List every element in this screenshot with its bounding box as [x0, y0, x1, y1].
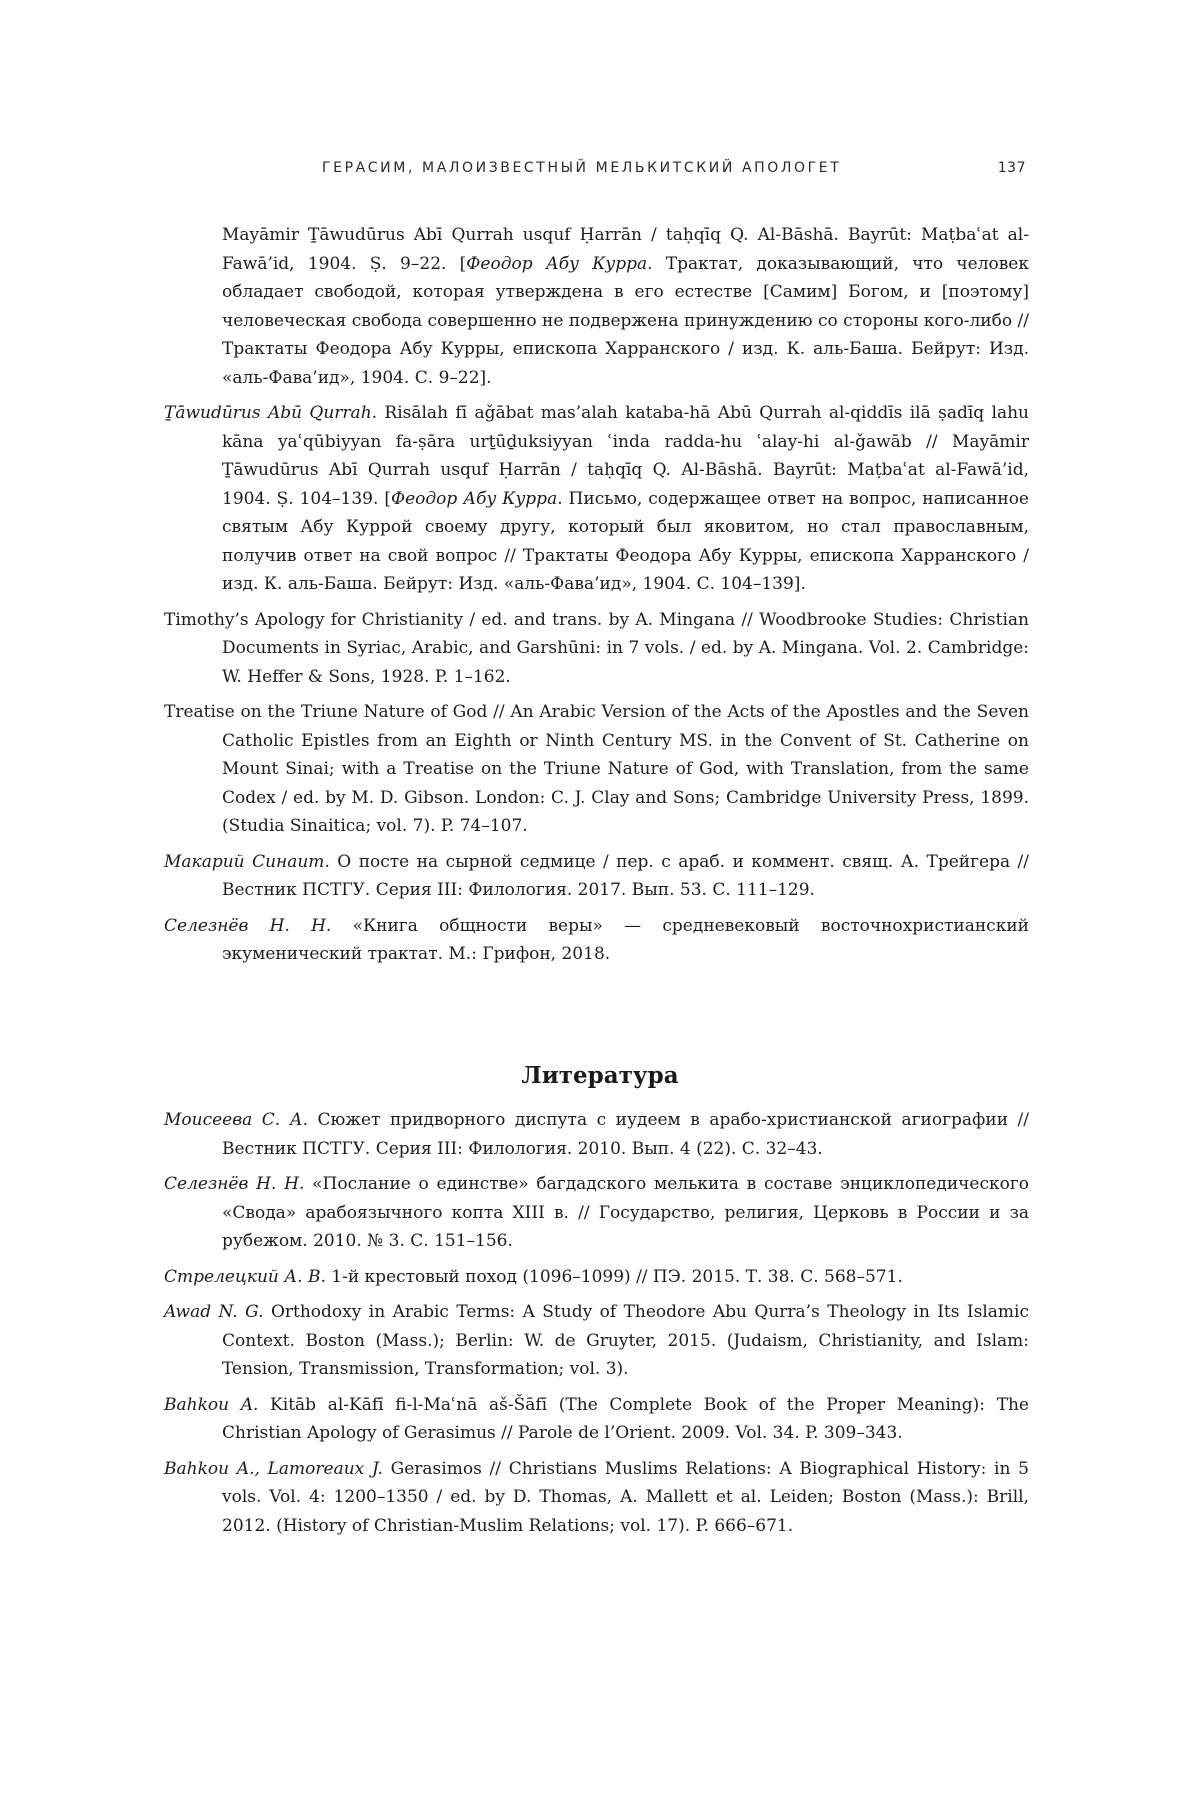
entry-text: Timothy’s Apology for Christianity / ed. and trans. by A. Mingana // Woodbrooke Studies: Christian Documents in Syriac, Arabic, and Garshūni: in 7 vols. / ed. by A. Mingana. Vol. 2. Cambridge: W. Heffer & Sons, 1928. P. 1–162.	[164, 609, 1029, 687]
bibliography-entry	[164, 606, 1029, 692]
running-head-title: ГЕРАСИМ, МАЛОИЗВЕСТНЫЙ МЕЛЬКИТСКИЙ АПОЛОГЕТ	[322, 160, 842, 176]
page-number: 137	[997, 160, 1026, 176]
bibliography-entry	[164, 912, 1029, 969]
entry-text: Treatise on the Triune Nature of God // An Arabic Version of the Acts of the Apostles and the Seven Catholic Epistles from an Eighth or Ninth Century MS. in the Convent of St. Catherine on Mount Sinai; with a Treatise on the Triune Nature of God, with Translation, from the same Codex / ed. by M. D. Gibson. London: C. J. Clay and Sons; Cambridge University Press, 1899. (Studia Sinaitica; vol. 7). P. 74–107.	[164, 702, 1029, 836]
section-heading-literature: Литература	[521, 1062, 679, 1090]
entry-author: Селезнёв Н. Н.	[164, 1174, 305, 1194]
entry-text: Kitāb al-Kāfī fi-l-Maʿnā aš-Šāfī (The Complete Book of the Proper Meaning): The Christian Apology of Gerasimus // Parole de l’Orient. 2009. Vol. 34. P. 309–343.	[222, 1394, 1029, 1443]
bibliography-entry	[164, 698, 1029, 841]
entry-author: Селезнёв Н. Н.	[164, 915, 332, 936]
entry-text: Gerasimos // Christians Muslims Relations: A Biographical History: in 5 vols. Vol. 4: 1200–1350 / ed. by D. Thomas, A. Mallett et al. Leiden; Boston (Mass.): Brill, 2012. (History of Christian-Muslim Relations; vol. 17). P. 666–671.	[222, 1458, 1029, 1536]
entry-author: Стрелецкий А. В.	[164, 1266, 326, 1287]
bibliography-entry	[164, 399, 1029, 599]
entry-author: Макарий Синаит	[164, 851, 325, 872]
entry-text: «Книга общности веры» — средневековый восточнохристианский экуменический трактат. М.: Грифон, 2018.	[222, 915, 1029, 964]
entry-author: Bahkou A.	[164, 1394, 259, 1415]
entry-author: Моисеева С. А.	[164, 1110, 308, 1130]
bibliography-entry	[164, 221, 1029, 392]
primary-sources-list	[164, 221, 1029, 976]
entry-author: Ṯāwudūrus Abū Qurrah	[164, 403, 372, 423]
bibliography-entry	[164, 1263, 1029, 1292]
entry-author: Awad N. G.	[164, 1302, 264, 1322]
entry-author: Bahkou A., Lamoreaux J.	[164, 1458, 383, 1479]
entry-text: Mayāmir Ṯāwudūrus Abī Qurrah usquf Ḥarrān / taḥqīq Q. Al-Bāshā. Bayrūt: Maṭbaʿat al-Fawā’id, 1904. Ṣ. 9–22. [	[222, 225, 1029, 274]
entry-text: «Послание о единстве» багдадского мелькита в составе энциклопедического «Свода» арабоязычного копта XIII в. // Государство, религия, Церковь в России и за рубежом. 2010. № 3. С. 151–156.	[222, 1174, 1029, 1251]
entry-text: Orthodoxy in Arabic Terms: A Study of Theodore Abu Qurra’s Theology in Its Islamic Context. Boston (Mass.); Berlin: W. de Gruyter, 2015. (Judaism, Christianity, and Islam: Tension, Transmission, Transformation; vol. 3).	[222, 1302, 1030, 1379]
entry-text: Сюжет придворного диспута с иудеем в арабо-христианской агиографии // Вестник ПСТГУ. Серия III: Филология. 2010. Вып. 4 (22). С. 32–43.	[222, 1110, 1029, 1159]
entry-italic-author: Феодор Абу Курра	[466, 253, 648, 274]
bibliography-entry	[164, 1106, 1029, 1163]
entry-text: . Письмо, содержащее ответ на вопрос, написанное святым Абу Куррой своему другу, который был яковитом, но стал православным, получив ответ на свой вопрос // Трактаты Феодора Абу Курры, епископа Харранского / изд. К. аль-Баша. Бейрут: Изд. «аль-Фава’ид», 1904. С. 104–139].	[222, 488, 1029, 594]
bibliography-entry	[164, 1298, 1029, 1384]
entry-text: . О посте на сырной седмице / пер. с араб. и коммент. свящ. А. Трейгера // Вестник ПСТГУ. Серия III: Филология. 2017. Вып. 53. С. 111–129.	[222, 851, 1030, 900]
literature-list	[164, 1106, 1029, 1547]
entry-text: 1-й крестовый поход (1096–1099) // ПЭ. 2015. Т. 38. С. 568–571.	[325, 1266, 903, 1287]
entry-text: . Трактат, доказывающий, что человек обладает свободой, которая утверждена в его естестве [Самим] Богом, и [поэтому] человеческая свобода совершенно не подвержена принуждению со стороны кого-либо // Трактаты Феодора Абу Курры, епископа Харранского / изд. К. аль-Баша. Бейрут: Изд. «аль-Фава’ид», 1904. С. 9–22].	[222, 253, 1029, 388]
bibliography-entry	[164, 848, 1029, 905]
bibliography-entry	[164, 1170, 1029, 1256]
bibliography-entry	[164, 1455, 1029, 1541]
entry-italic-author: Феодор Абу Курра	[390, 488, 558, 509]
bibliography-entry	[164, 1391, 1029, 1448]
entry-text: . Risālah fī aǧābat mas’alah kataba-hā Abū Qurrah al-qiddīs ilā ṣadīq lahu kāna yaʿqūbiyyan fa-ṣāra urṯūḏuksiyyan ʿinda radda-hu ʿalay-hi al-ǧawāb // Mayāmir Ṯāwudūrus Abī Qurrah usquf Ḥarrān / taḥqīq Q. Al-Bāshā. Bayrūt: Maṭbaʿat al-Fawā’id, 1904. Ṣ. 104–139. [	[222, 403, 1029, 509]
